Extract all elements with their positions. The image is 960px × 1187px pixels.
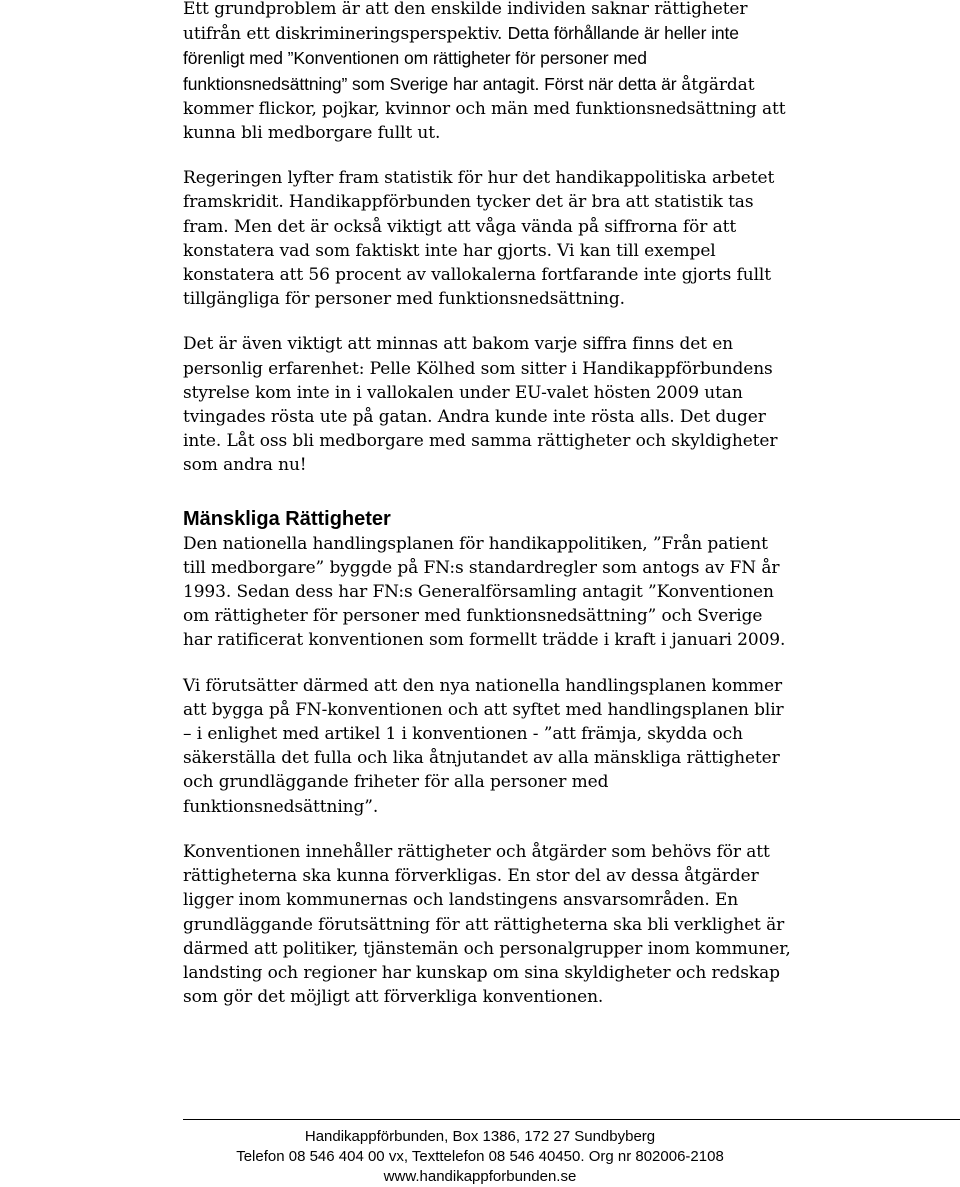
footer-phone: Telefon 08 546 404 00 vx, Texttelefon 08 546 40450. Org nr 802006-2108 <box>236 1148 724 1165</box>
footer-address: Handikappförbunden, Box 1386, 172 27 Sundbyberg <box>304 1128 656 1145</box>
paragraph-3: Det är även viktigt att minnas att bakom varje siffra finns det en personlig erfarenhet: Pelle Kölhed som sitter i Handikappförbundens styrelse kom inte in i vallokalen under EU-valet hösten 2009 utan tvingades rösta ute på gatan. Andra kunde inte rösta alls. Det duger inte. Låt oss bli medborgare med samma rättigheter och skyldigheter som andra nu! <box>183 334 778 476</box>
paragraph-1-part-3: åtgärdat kommer flickor, pojkar, kvinnor och män med funktionsnedsättning att kunna bli medborgare fullt ut. <box>183 74 786 144</box>
paragraph-4: Den nationella handlingsplanen för handikappolitiken, ”Från patient till medborgare” byggde på FN:s standardregler som antogs av FN år 1993. Sedan dess har FN:s Generalförsamling antagit ”Konventionen om rättigheter för personer med funktionsnedsättning” och Sverige har ratificerat konventionen som formellt trädde i kraft i januari 2009. <box>183 533 786 651</box>
paragraph-1-part-2: Detta förhållande är heller inte förenligt med ”Konventionen om rättigheter för personer med funktionsnedsättning” som Sverige har antagit. Först när detta är <box>183 23 739 94</box>
paragraph-2: Regeringen lyfter fram statistik för hur det handikappolitiska arbetet framskridit. Handikappförbunden tycker det är bra att statistik tas fram. Men det är också viktigt att våga vända på siffrorna för att konstatera vad som faktiskt inte har gjorts. Vi kan till exempel konstatera att 56 procent av vallokalerna fortfarande inte gjorts fullt tillgängliga för personer med funktionsnedsättning. <box>183 168 775 310</box>
footer-website: www.handikappforbunden.se <box>383 1168 577 1185</box>
paragraph-1-part-1: Ett grundproblem är att den enskilde individen saknar rättigheter utifrån ett diskrimineringsperspektiv. <box>183 0 748 45</box>
footer-text <box>0 1127 960 1187</box>
paragraph-5: Vi förutsätter därmed att den nya nationella handlingsplanen kommer att bygga på FN-konventionen och att syftet med handlingsplanen blir – i enlighet med artikel 1 i konventionen - ”att främja, skydda och säkerställa det fulla och lika åtnjutandet av alla mänskliga rättigheter och grundläggande friheter för alla personer med funktionsnedsättning”. <box>183 675 784 817</box>
section-heading: Mänskliga Rättigheter <box>183 507 391 530</box>
paragraph-1 <box>183 0 793 145</box>
footer-divider <box>183 1119 960 1120</box>
paragraph-6: Konventionen innehåller rättigheter och åtgärder som behövs för att rättigheterna ska kunna förverkligas. En stor del av dessa åtgärder ligger inom kommunernas och landstingens ansvarsområden. En grundläggande förutsättning för att rättigheterna ska bli verklighet är därmed att politiker, tjänstemän och personalgrupper inom kommuner, landsting och regioner har kunskap om sina skyldigheter och redskap som gör det möjligt att förverkliga konventionen. <box>183 841 791 1008</box>
document-body <box>183 0 793 1009</box>
